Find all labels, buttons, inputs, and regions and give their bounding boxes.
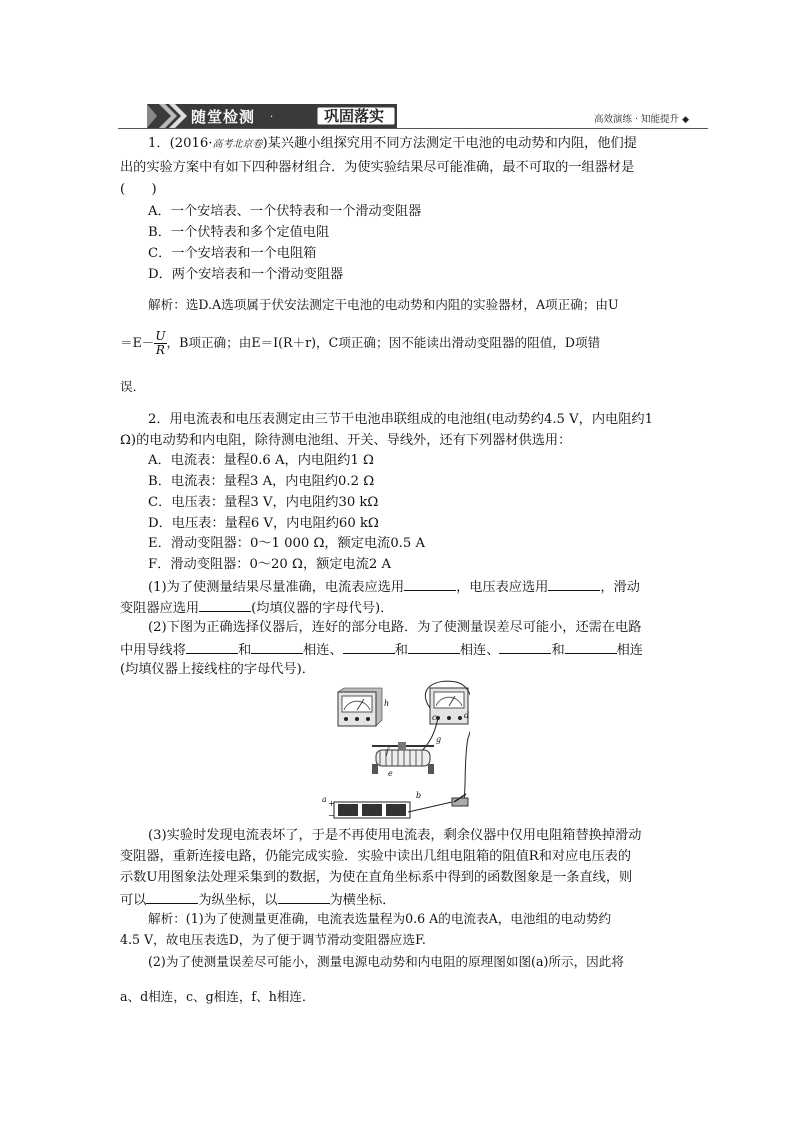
q2-part3-line4: 可以 为纵坐标，以 为横坐标． (120, 890, 395, 910)
q2-option-e: E．滑动变阻器：0～1 000 Ω，额定电流0.5 A (148, 536, 426, 551)
battery-pack-icon (334, 802, 410, 818)
circuit-photo (316, 678, 470, 823)
terminal-label-plus: + (328, 799, 335, 808)
section-title: 随堂检测 (191, 108, 256, 126)
q2-solution-1: 解析：(1)为了使测量更准确，电流表选量程为0.6 A的电流表A，电池组的电动势约 (148, 911, 612, 926)
answer-blank-wire-3a[interactable] (499, 640, 551, 654)
header-tag: 高效演练 · 知能提升 ◆ (594, 114, 690, 125)
answer-blank-y-axis[interactable] (146, 890, 198, 904)
q2-part3-line2: 变阻器，重新连接电路，仍能完成实验．实验中读出几组电阻箱的阻值R和对应电压表的 (120, 849, 632, 864)
answer-blank-rheostat[interactable] (199, 598, 251, 612)
q2-line-1: 2．用电流表和电压表测定由三节干电池串联组成的电池组(电动势约4.5 V，内电阻约1 (148, 412, 653, 427)
q2-part2-line1: (2)下图为正确选择仪器后，连好的部分电路．为了使测量误差尽可能小，还需在电路 (148, 620, 642, 635)
banner-dot: · (270, 112, 274, 123)
q2-solution-4: a、d相连，c、g相连，f、h相连． (120, 989, 315, 1004)
answer-blank-ammeter[interactable] (404, 577, 456, 591)
answer-blank-wire-3b[interactable] (565, 640, 617, 654)
section-subtitle: 巩固落实 (324, 107, 385, 125)
terminal-label-f: f (386, 747, 389, 756)
q1-option-b: B．一个伏特表和多个定值电阻 (148, 225, 330, 240)
q1-option-c: C．一个安培表和一个电阻箱 (148, 246, 317, 261)
q2-part1-line2: 变阻器应选用 (均填仪器的字母代号)． (120, 598, 393, 618)
q2-option-c: C．电压表：量程3 V，内电阻约30 kΩ (148, 495, 379, 510)
terminal-label-e: e (388, 769, 393, 778)
ammeter-icon (338, 688, 382, 726)
answer-blank-wire-1b[interactable] (251, 640, 303, 654)
terminal-label-c: c (432, 713, 437, 722)
q1-solution-2: ＝E－ $\frac{U}{R}$ ，B项正确；由E＝I(R＋r)，C项正确；因不能读出滑动变阻器的阻值，D项错 (120, 329, 601, 357)
rheostat-icon (372, 742, 434, 774)
terminal-label-g: g (436, 735, 442, 744)
terminal-label-b: b (416, 791, 422, 800)
q2-part1-line1: (1)为了使测量结果尽量准确，电流表应选用 ，电压表应选用 ，滑动 (148, 577, 640, 597)
q2-solution-3: (2)为了使测量误差尽可能小，测量电源电动势和内电阻的原理图如图(a)所示，因此将 (148, 954, 624, 969)
q2-part2-line3: (均填仪器上接线柱的字母代号)． (120, 662, 315, 677)
q2-option-d: D．电压表：量程6 V，内电阻约60 kΩ (148, 516, 379, 531)
switch-icon (452, 794, 468, 806)
terminal-label-minus: − (328, 811, 335, 820)
answer-blank-wire-1a[interactable] (186, 640, 238, 654)
answer-blank-voltmeter[interactable] (548, 577, 600, 591)
q1-option-d: D．两个安培表和一个滑动变阻器 (148, 267, 344, 282)
answer-blank-wire-2b[interactable] (408, 640, 460, 654)
answer-blank-wire-2a[interactable] (343, 640, 395, 654)
q2-option-b: B．电流表：量程3 A，内电阻约0.2 Ω (148, 474, 375, 489)
header-rule (118, 128, 708, 129)
q2-part3-line3: 示数U用图象法处理采集到的数据，为使在直角坐标系中得到的函数图象是一条直线，则 (120, 870, 633, 885)
answer-blank-x-axis[interactable] (278, 890, 330, 904)
terminal-label-d: d (464, 711, 470, 720)
fraction-u-over-r: $\frac{U}{R}$ (155, 329, 166, 357)
q2-part2-line2: 中用导线将 和 相连、 和 相连、 和 相连 (120, 640, 643, 660)
q2-line-2: Ω)的电动势和内电阻，除待测电池组、开关、导线外，还有下列器材供选用： (120, 433, 572, 448)
q2-option-f: F．滑动变阻器：0～20 Ω，额定电流2 A (148, 557, 391, 572)
q1-solution-3: 误． (120, 379, 146, 394)
q1-line-1: 1．(2016·高考北京卷)某兴趣小组探究用不同方法测定干电池的电动势和内阻，他们提 (148, 136, 637, 151)
q2-solution-2: 4.5 V，故电压表选D，为了便于调节滑动变阻器应选F. (120, 932, 426, 947)
q1-solution-1: 解析：选D.A选项属于伏安法测定干电池的电动势和内阻的实验器材，A项正确；由U (148, 297, 619, 312)
q1-line-3: ( ) (120, 182, 157, 197)
terminal-label-a: a (322, 795, 327, 804)
q2-part3-line1: (3)实验时发现电流表坏了，于是不再使用电流表，剩余仪器中仅用电阻箱替换掉滑动 (148, 828, 642, 843)
q1-line-2: 出的实验方案中有如下四种器材组合．为使实验结果尽可能准确，最不可取的一组器材是 (120, 160, 635, 175)
terminal-label-h: h (384, 699, 390, 708)
q1-option-a: A．一个安培表、一个伏特表和一个滑动变阻器 (148, 204, 422, 219)
q2-option-a: A．电流表：量程0.6 A，内电阻约1 Ω (148, 453, 374, 468)
q1-source: 高考北京卷 (212, 139, 263, 150)
